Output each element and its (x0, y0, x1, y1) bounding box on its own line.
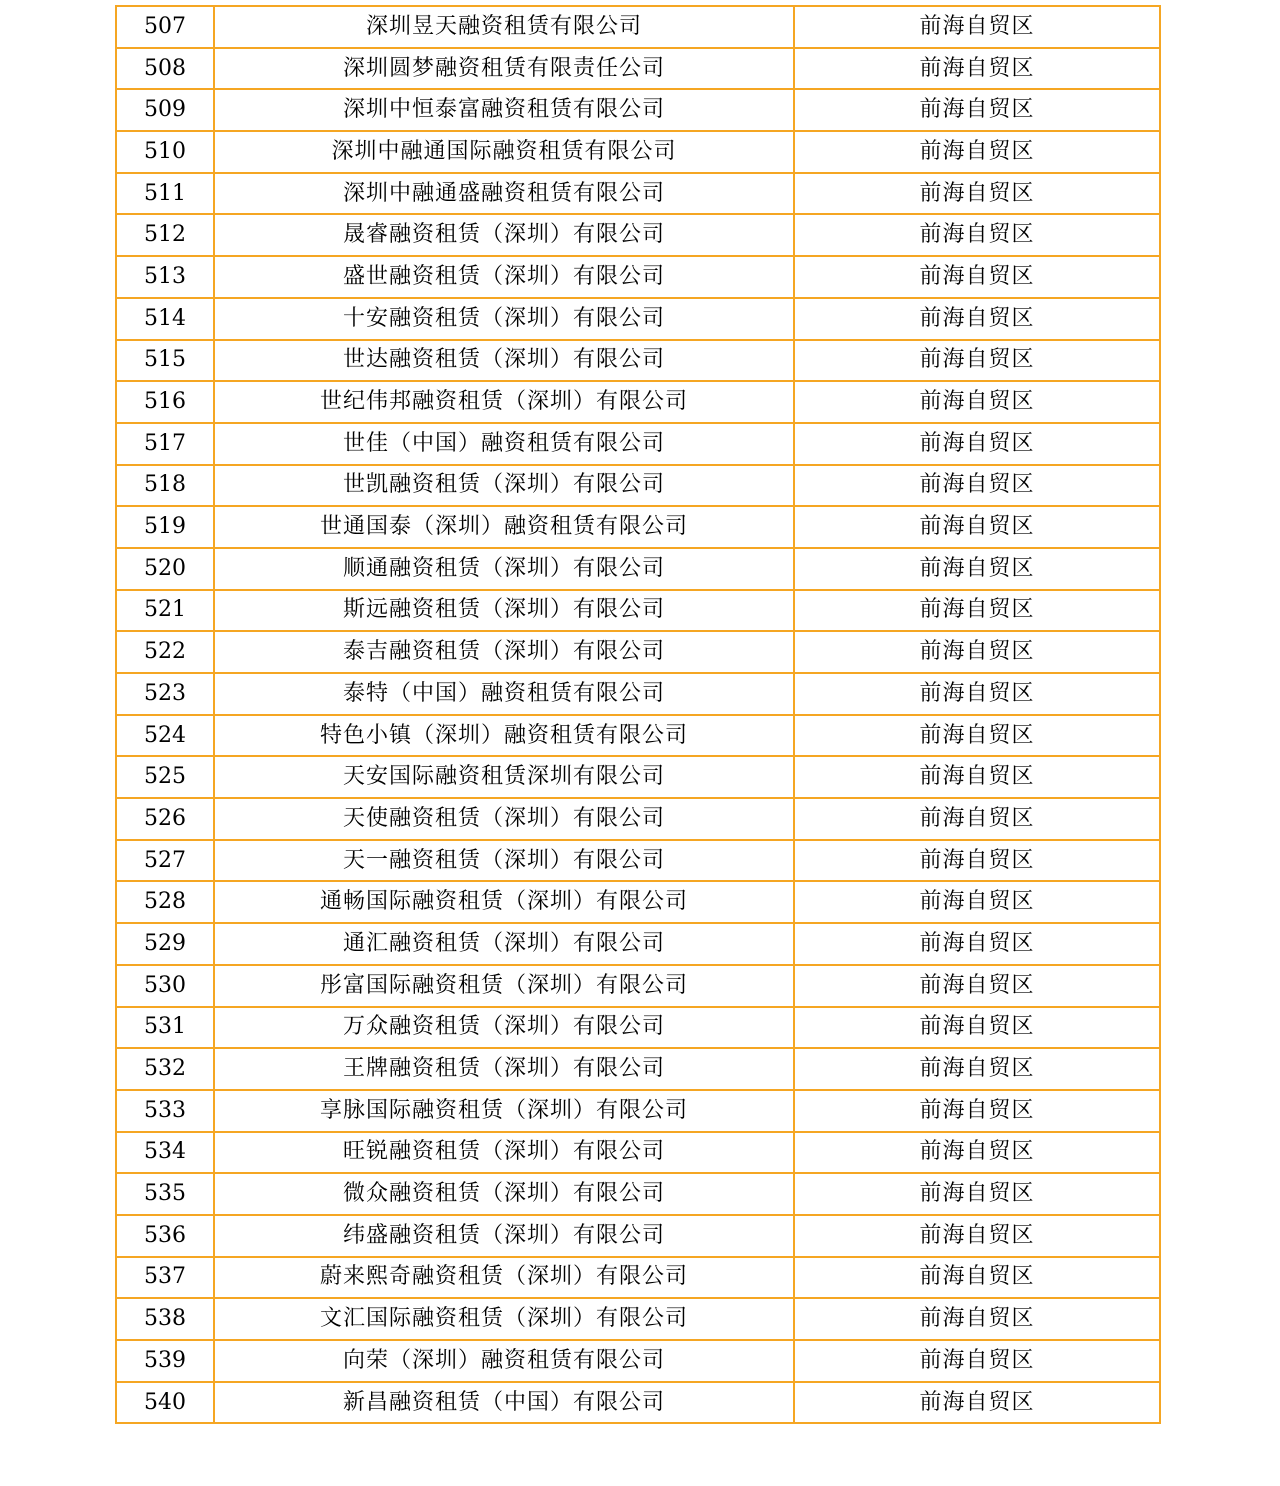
row-number-cell: 540 (116, 1382, 214, 1424)
company-name-cell: 深圳圆梦融资租赁有限责任公司 (214, 48, 794, 90)
zone-cell: 前海自贸区 (794, 1132, 1160, 1174)
company-name-cell: 天使融资租赁（深圳）有限公司 (214, 798, 794, 840)
table-row (116, 673, 1160, 715)
zone-cell: 前海自贸区 (794, 506, 1160, 548)
zone-cell: 前海自贸区 (794, 1048, 1160, 1090)
table-row (116, 1007, 1160, 1049)
zone-cell: 前海自贸区 (794, 1382, 1160, 1424)
row-number-cell: 536 (116, 1215, 214, 1257)
table-row (116, 798, 1160, 840)
row-number-cell: 513 (116, 256, 214, 298)
company-name-cell: 世凯融资租赁（深圳）有限公司 (214, 465, 794, 507)
row-number-cell: 509 (116, 89, 214, 131)
row-number-cell: 521 (116, 590, 214, 632)
row-number-cell: 519 (116, 506, 214, 548)
table-row (116, 881, 1160, 923)
zone-cell: 前海自贸区 (794, 965, 1160, 1007)
zone-cell: 前海自贸区 (794, 1173, 1160, 1215)
table-row (116, 381, 1160, 423)
row-number-cell: 508 (116, 48, 214, 90)
zone-cell: 前海自贸区 (794, 48, 1160, 90)
zone-cell: 前海自贸区 (794, 6, 1160, 48)
row-number-cell: 507 (116, 6, 214, 48)
company-name-cell: 纬盛融资租赁（深圳）有限公司 (214, 1215, 794, 1257)
table-row (116, 1340, 1160, 1382)
zone-cell: 前海自贸区 (794, 214, 1160, 256)
table-row (116, 715, 1160, 757)
company-name-cell: 特色小镇（深圳）融资租赁有限公司 (214, 715, 794, 757)
table-row (116, 298, 1160, 340)
zone-cell: 前海自贸区 (794, 256, 1160, 298)
row-number-cell: 539 (116, 1340, 214, 1382)
row-number-cell: 526 (116, 798, 214, 840)
zone-cell: 前海自贸区 (794, 131, 1160, 173)
table-row (116, 48, 1160, 90)
row-number-cell: 510 (116, 131, 214, 173)
table-row (116, 756, 1160, 798)
company-name-cell: 享脉国际融资租赁（深圳）有限公司 (214, 1090, 794, 1132)
zone-cell: 前海自贸区 (794, 89, 1160, 131)
table-row (116, 840, 1160, 882)
row-number-cell: 524 (116, 715, 214, 757)
company-name-cell: 深圳中融通盛融资租赁有限公司 (214, 173, 794, 215)
row-number-cell: 528 (116, 881, 214, 923)
table-row (116, 89, 1160, 131)
company-name-cell: 王牌融资租赁（深圳）有限公司 (214, 1048, 794, 1090)
table-row (116, 1215, 1160, 1257)
registry-table-body (116, 6, 1160, 1423)
row-number-cell: 525 (116, 756, 214, 798)
row-number-cell: 527 (116, 840, 214, 882)
table-row (116, 1382, 1160, 1424)
company-name-cell: 顺通融资租赁（深圳）有限公司 (214, 548, 794, 590)
table-row (116, 923, 1160, 965)
row-number-cell: 523 (116, 673, 214, 715)
company-name-cell: 世达融资租赁（深圳）有限公司 (214, 340, 794, 382)
company-name-cell: 通汇融资租赁（深圳）有限公司 (214, 923, 794, 965)
company-name-cell: 世通国泰（深圳）融资租赁有限公司 (214, 506, 794, 548)
company-name-cell: 晟睿融资租赁（深圳）有限公司 (214, 214, 794, 256)
zone-cell: 前海自贸区 (794, 465, 1160, 507)
table-row (116, 965, 1160, 1007)
company-name-cell: 十安融资租赁（深圳）有限公司 (214, 298, 794, 340)
row-number-cell: 532 (116, 1048, 214, 1090)
zone-cell: 前海自贸区 (794, 340, 1160, 382)
table-row (116, 465, 1160, 507)
company-name-cell: 万众融资租赁（深圳）有限公司 (214, 1007, 794, 1049)
zone-cell: 前海自贸区 (794, 798, 1160, 840)
company-name-cell: 世纪伟邦融资租赁（深圳）有限公司 (214, 381, 794, 423)
table-row (116, 548, 1160, 590)
zone-cell: 前海自贸区 (794, 1007, 1160, 1049)
table-row (116, 1090, 1160, 1132)
company-name-cell: 天安国际融资租赁深圳有限公司 (214, 756, 794, 798)
table-row (116, 256, 1160, 298)
row-number-cell: 530 (116, 965, 214, 1007)
company-name-cell: 斯远融资租赁（深圳）有限公司 (214, 590, 794, 632)
company-name-cell: 旺锐融资租赁（深圳）有限公司 (214, 1132, 794, 1174)
zone-cell: 前海自贸区 (794, 923, 1160, 965)
table-row (116, 1048, 1160, 1090)
table-row (116, 631, 1160, 673)
row-number-cell: 517 (116, 423, 214, 465)
table-row (116, 1298, 1160, 1340)
company-name-cell: 通畅国际融资租赁（深圳）有限公司 (214, 881, 794, 923)
zone-cell: 前海自贸区 (794, 1340, 1160, 1382)
row-number-cell: 533 (116, 1090, 214, 1132)
table-row (116, 214, 1160, 256)
zone-cell: 前海自贸区 (794, 548, 1160, 590)
row-number-cell: 511 (116, 173, 214, 215)
company-name-cell: 向荣（深圳）融资租赁有限公司 (214, 1340, 794, 1382)
company-name-cell: 新昌融资租赁（中国）有限公司 (214, 1382, 794, 1424)
row-number-cell: 538 (116, 1298, 214, 1340)
zone-cell: 前海自贸区 (794, 423, 1160, 465)
zone-cell: 前海自贸区 (794, 173, 1160, 215)
zone-cell: 前海自贸区 (794, 1298, 1160, 1340)
table-row (116, 423, 1160, 465)
company-registry-table (115, 5, 1161, 1424)
zone-cell: 前海自贸区 (794, 756, 1160, 798)
company-name-cell: 盛世融资租赁（深圳）有限公司 (214, 256, 794, 298)
company-name-cell: 彤富国际融资租赁（深圳）有限公司 (214, 965, 794, 1007)
zone-cell: 前海自贸区 (794, 298, 1160, 340)
company-name-cell: 泰特（中国）融资租赁有限公司 (214, 673, 794, 715)
zone-cell: 前海自贸区 (794, 590, 1160, 632)
row-number-cell: 512 (116, 214, 214, 256)
row-number-cell: 518 (116, 465, 214, 507)
row-number-cell: 529 (116, 923, 214, 965)
zone-cell: 前海自贸区 (794, 881, 1160, 923)
table-row (116, 131, 1160, 173)
row-number-cell: 514 (116, 298, 214, 340)
zone-cell: 前海自贸区 (794, 715, 1160, 757)
zone-cell: 前海自贸区 (794, 631, 1160, 673)
row-number-cell: 537 (116, 1257, 214, 1299)
table-row (116, 340, 1160, 382)
table-row (116, 173, 1160, 215)
zone-cell: 前海自贸区 (794, 1257, 1160, 1299)
row-number-cell: 522 (116, 631, 214, 673)
company-name-cell: 深圳中恒泰富融资租赁有限公司 (214, 89, 794, 131)
table-row (116, 1132, 1160, 1174)
company-name-cell: 天一融资租赁（深圳）有限公司 (214, 840, 794, 882)
company-name-cell: 泰吉融资租赁（深圳）有限公司 (214, 631, 794, 673)
table-row (116, 1173, 1160, 1215)
zone-cell: 前海自贸区 (794, 840, 1160, 882)
row-number-cell: 515 (116, 340, 214, 382)
row-number-cell: 535 (116, 1173, 214, 1215)
row-number-cell: 531 (116, 1007, 214, 1049)
zone-cell: 前海自贸区 (794, 673, 1160, 715)
company-name-cell: 微众融资租赁（深圳）有限公司 (214, 1173, 794, 1215)
table-row (116, 1257, 1160, 1299)
zone-cell: 前海自贸区 (794, 1090, 1160, 1132)
company-name-cell: 世佳（中国）融资租赁有限公司 (214, 423, 794, 465)
company-name-cell: 蔚来熙奇融资租赁（深圳）有限公司 (214, 1257, 794, 1299)
row-number-cell: 534 (116, 1132, 214, 1174)
row-number-cell: 520 (116, 548, 214, 590)
table-row (116, 6, 1160, 48)
company-name-cell: 文汇国际融资租赁（深圳）有限公司 (214, 1298, 794, 1340)
row-number-cell: 516 (116, 381, 214, 423)
company-name-cell: 深圳昱天融资租赁有限公司 (214, 6, 794, 48)
table-row (116, 506, 1160, 548)
company-name-cell: 深圳中融通国际融资租赁有限公司 (214, 131, 794, 173)
table-row (116, 590, 1160, 632)
zone-cell: 前海自贸区 (794, 1215, 1160, 1257)
zone-cell: 前海自贸区 (794, 381, 1160, 423)
